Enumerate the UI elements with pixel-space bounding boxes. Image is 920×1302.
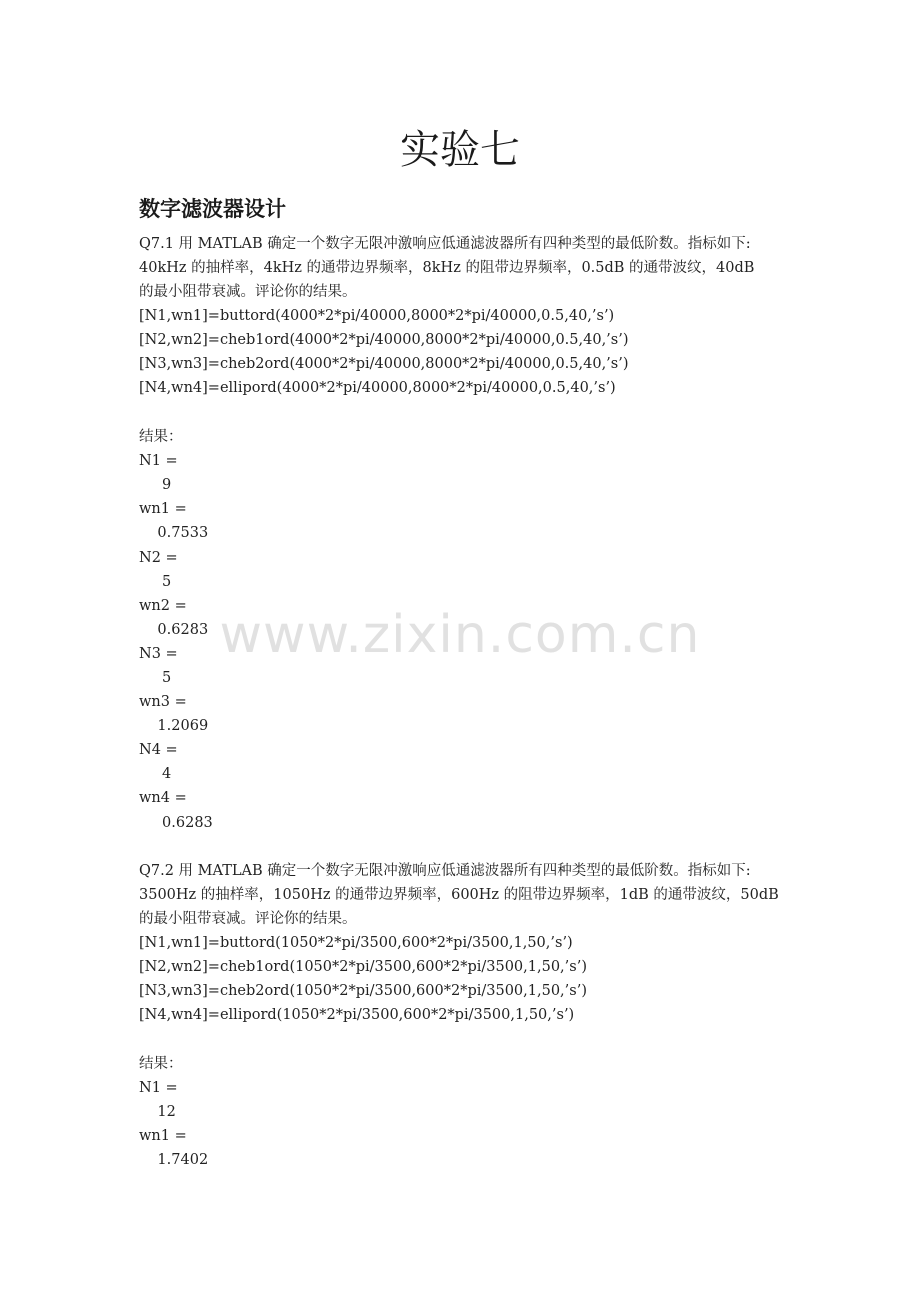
q1-result-line: wn3 = [139,694,187,710]
q1-code-line-2: [N2,wn2]=cheb1ord(4000*2*pi/40000,8000*2*pi/40000,0.5,40,’s’) [139,332,629,348]
q1-code-line-1: [N1,wn1]=buttord(4000*2*pi/40000,8000*2*pi/40000,0.5,40,’s’) [139,308,615,324]
q2-code-line-3: [N3,wn3]=cheb2ord(1050*2*pi/3500,600*2*pi/3500,1,50,’s’) [139,983,587,999]
q1-result-line: 9 [139,477,172,493]
q2-description-line-2: 3500Hz 的抽样率，1050Hz 的通带边界频率，600Hz 的阻带边界频率，1dB 的通带波纹，50dB [139,887,779,903]
q2-code-line-2: [N2,wn2]=cheb1ord(1050*2*pi/3500,600*2*pi/3500,1,50,’s’) [139,959,587,975]
q1-result-line: N1 = [139,453,178,469]
q1-result-line: 0.6283 [139,815,213,831]
q1-code-line-4: [N4,wn4]=ellipord(4000*2*pi/40000,8000*2*pi/40000,0.5,40,’s’) [139,380,616,396]
q1-result-line: wn4 = [139,790,187,806]
q1-result-line: N4 = [139,742,178,758]
q2-code-line-1: [N1,wn1]=buttord(1050*2*pi/3500,600*2*pi/3500,1,50,’s’) [139,935,573,951]
q2-result-line: 12 [139,1104,176,1120]
q1-result-label: 结果： [139,429,183,445]
q1-result-line: 5 [139,670,172,686]
q1-result-line: 5 [139,574,172,590]
q2-code-line-4: [N4,wn4]=ellipord(1050*2*pi/3500,600*2*pi/3500,1,50,’s’) [139,1007,575,1023]
q1-result-line: N2 = [139,550,178,566]
q1-result-line: 0.6283 [139,622,209,638]
q2-result-label: 结果： [139,1056,183,1072]
q2-description-line-1: Q7.2 用 MATLAB 确定一个数字无限冲激响应低通滤波器所有四种类型的最低阶数。指标如下: [139,863,751,879]
q1-result-line: wn2 = [139,598,187,614]
q2-result-line: wn1 = [139,1128,187,1144]
q1-result-line: 4 [139,766,172,782]
section-heading: 数字滤波器设计 [139,197,286,221]
q1-result-line: 0.7533 [139,525,209,541]
q2-result-line: 1.7402 [139,1152,209,1168]
q1-description-line-1: Q7.1 用 MATLAB 确定一个数字无限冲激响应低通滤波器所有四种类型的最低阶数。指标如下: [139,236,751,252]
document-title: 实验七 [400,127,520,173]
watermark-text: www.zixin.com.cn [219,605,701,665]
q1-result-line: N3 = [139,646,178,662]
q1-description-line-3: 的最小阻带衰减。评论你的结果。 [139,284,357,300]
q1-description-line-2: 40kHz 的抽样率，4kHz 的通带边界频率，8kHz 的阻带边界频率，0.5dB 的通带波纹，40dB [139,260,755,276]
q1-result-line: wn1 = [139,501,187,517]
q1-code-line-3: [N3,wn3]=cheb2ord(4000*2*pi/40000,8000*2*pi/40000,0.5,40,’s’) [139,356,629,372]
q2-description-line-3: 的最小阻带衰减。评论你的结果。 [139,911,357,927]
q1-result-line: 1.2069 [139,718,209,734]
q2-result-line: N1 = [139,1080,178,1096]
